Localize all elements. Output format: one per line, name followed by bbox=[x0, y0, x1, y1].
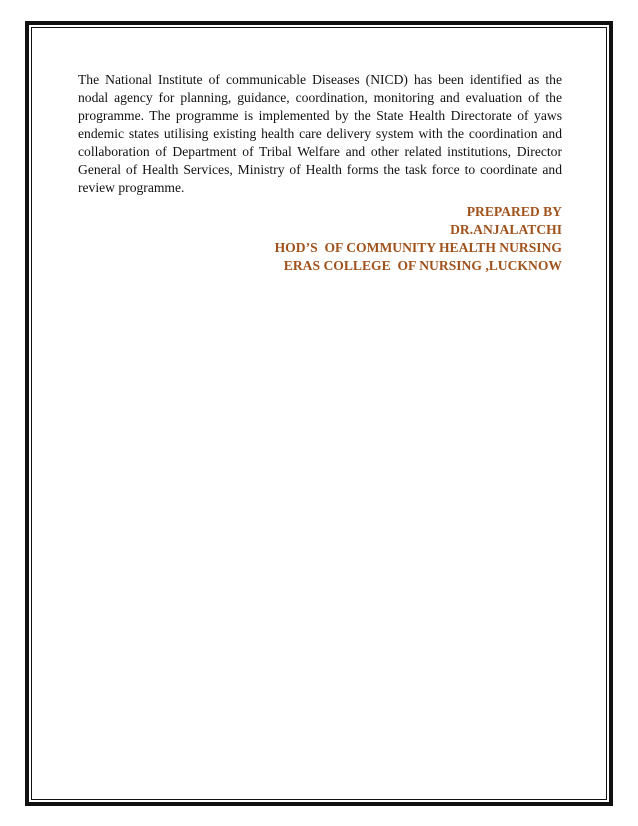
author-name: DR.ANJALATCHI bbox=[450, 222, 562, 237]
author-designation: HOD’S OF COMMUNITY HEALTH NURSING bbox=[274, 240, 562, 255]
signature-block bbox=[275, 203, 562, 275]
prepared-by-label: PREPARED BY bbox=[466, 204, 562, 219]
author-institution: ERAS COLLEGE OF NURSING ,LUCKNOW bbox=[283, 258, 562, 273]
body-paragraph: The National Institute of communicable Diseases (NICD) has been identified as the nodal agency for planning, guidance, coordination, monitoring and evaluation of the programme. The programme is implemented by the State Health Directorate of yaws endemic states utilising existing health care delivery system with the coordination and collaboration of Department of Tribal Welfare and other related institutions, Director General of Health Services, Ministry of Health forms the task force to coordinate and review programme. bbox=[78, 72, 562, 195]
